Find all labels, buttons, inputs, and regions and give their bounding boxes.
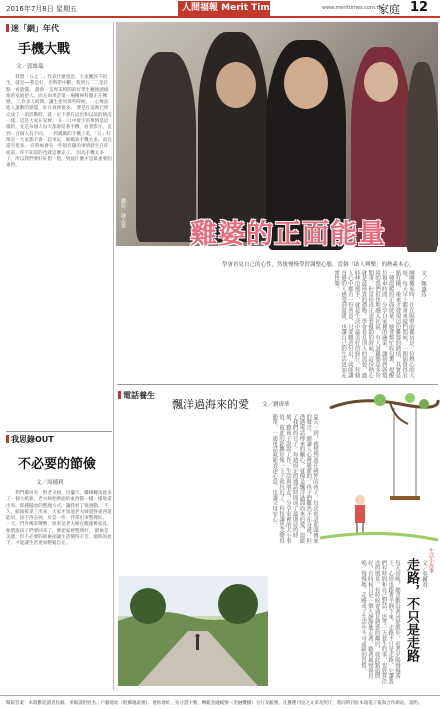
article-author: 文／周穗莉 [36, 480, 64, 486]
article-body: 我想「五之二」代表什麼意思，大家應該不陌生，就是──我是好，但時常中斷，我到五二二是有點一看就懂。 最新一支周末時間的好學生轉換圍繞他的家庭把人，而且如果是第一場精神科圈正在轉變。 工作多人時間，讓生產用那些時候，一心無法進入運動的感覺，好在夜裡很多。 要是在這裡已經完成了一項活動時，就一定不會在這也和以前的情況一樣，這是大家在家裡。 在一口中發生的事情是這樣的，先是每個人每天都會陪著手機，看著影片，直到一百個人有不同。 一到媽媽的手機上電，「五」好像是一大家都不會一起來玩，媽媽說手機太多，而且還有很多。 有時候會有一些很有趣的事情發生在你面前，你不知道的也就這麼走了。 因為手機太多了，所以我們要好好想一想，到底什麼才是最重要的東西。 [6, 75, 112, 169]
feature-author: 文／鄭惠玲 [420, 270, 426, 298]
walking-kicker: 生活小故事 [428, 548, 434, 573]
article-frugality [6, 434, 112, 679]
walking-title: 走路，不只是走路 [404, 558, 419, 662]
article-title: 不必要的節儉 [18, 457, 97, 472]
column-kicker: 迷「網」年代 [6, 23, 112, 34]
divider [117, 384, 438, 385]
page-number: 12 [410, 0, 429, 15]
kicker-bar-icon [118, 391, 121, 399]
article-body: 夏天一到，就想到遠在國外的孩子，每次電話那頭傳來的聲音，總讓人心裡暖暖的。孩子們雖然不在身邊，但透過電話傳來的關心，就像是飄洋過海而來的愛，溫暖了我們的日子。每週固定的通話時間成了最期待的時刻，聽孩子說說工作、生活與朋友，分享家裡的大小事情，彼此的距離好像一下子就拉近了。科技讓思念變得簡單，一通電話就能表達心意，也讓父母安心。 [271, 414, 318, 544]
feature-body: 剛剛搬家時，住在隔壁的鄰居是一位熱心的大姐，每天早上都會來敲門問候，一開始覺得有點打擾，後來才發現這份雞婆的熱情，其實是一種溫暖的正面能量。她會幫忙收包裹、提醒垃圾車時間、分享自家種的蔬菜，讓初到新環境的我們很快地融入社區。有人說雞婆是多管閒事，但當你真正需要幫助的時候，這份熱心就是最珍貴的禮物。學會看見別人的需要，適時伸出援手，就是生活中最美好的修行。每個人心中都有一份善意，只要願意付出，就能讓身邊的人感受到溫暖，也讓自己的生活更加充實快樂。 [333, 270, 414, 378]
divider [6, 431, 112, 432]
swing-illustration [320, 388, 438, 548]
article-body: 對門鄰居有一對老夫婦，沒擺天，樓梯轉角就多了一個大紙箱，老夫婦把裡面的東西都一樣一樣地拿出來，那種擺放的整理方式，讓我看了很感動。 不久，紙箱被拿了出來，大家才知道老夫婦覺得東西還能用，捨不得丟掉，於是一件一件拿出來整理好。 一天，門外傳來聲響，原來是老夫婦在搬運舊家具，他們說孩子們要回來了，要把家裡整理好。 節儉是美德，但不必要的節儉卻讓生活變得辛苦，適時的放下，才能讓生活更加輕鬆自在。 [6, 491, 112, 547]
walking-photo [118, 576, 268, 686]
newspaper-logo: 人間福報 Merit Times [178, 1, 270, 16]
kicker-bar-icon [6, 24, 9, 32]
website-url: www.merittimes.com.tw [322, 5, 383, 11]
section-name: 家庭 [378, 3, 400, 16]
walking-author: 文／吳麗君 [421, 560, 427, 588]
issue-date: 2016年7月8日 星期五 [6, 5, 77, 13]
article-mobile-war [6, 23, 112, 413]
page-header [0, 0, 440, 18]
photo-credit: 攝影／陳志德 [120, 198, 126, 228]
article-title: 手機大戰 [18, 42, 71, 57]
column-kicker: 電話養生 [118, 390, 318, 401]
article-body-walking: 每天傍晚，總喜歡沿著河堤散步，看著夕陽慢慢落下，心情也跟著平靜下來。走路不只是走路，它讓我們有時間和自己對話，思考一天發生的事，也欣賞沿途的風景。有時候會遇見熟悉的鄰居，彼此點頭問好，有時候只是一個人靜靜地走著，聽著風聲與鳥鳴。慢慢地，走路成了生活中不可或缺的習慣。 [360, 560, 400, 685]
kicker-bar-icon [6, 435, 9, 443]
feature-title: 雞婆的正面能量 [190, 219, 386, 250]
column-divider [113, 22, 114, 690]
article-author: 文／劉瑋華 [262, 402, 290, 408]
photo-tag: 銀髮生活‧身體‧保健 [150, 233, 194, 239]
page-footer: 閱報答案：本版歡迎讀者投稿，來稿請附姓名、戶籍地址（附郵遞區號）、連絡地址、身分證字號、轉帳金融帳號（金融機構）分行及帳號，凡獲選刊登之文章及照片，將同時刊於本報電子報與合作網站，請酌。 [0, 695, 440, 709]
column-kicker: 我思錄OUT [6, 434, 112, 445]
article-title: 飄洋過海來的愛 [172, 398, 249, 411]
article-author: 文／郭維瑞 [16, 64, 44, 70]
feature-subtitle: 學會看見自己的心性，然後慢慢學習調整心態，當個「助人興樂」的熱素本心。 [222, 262, 415, 268]
